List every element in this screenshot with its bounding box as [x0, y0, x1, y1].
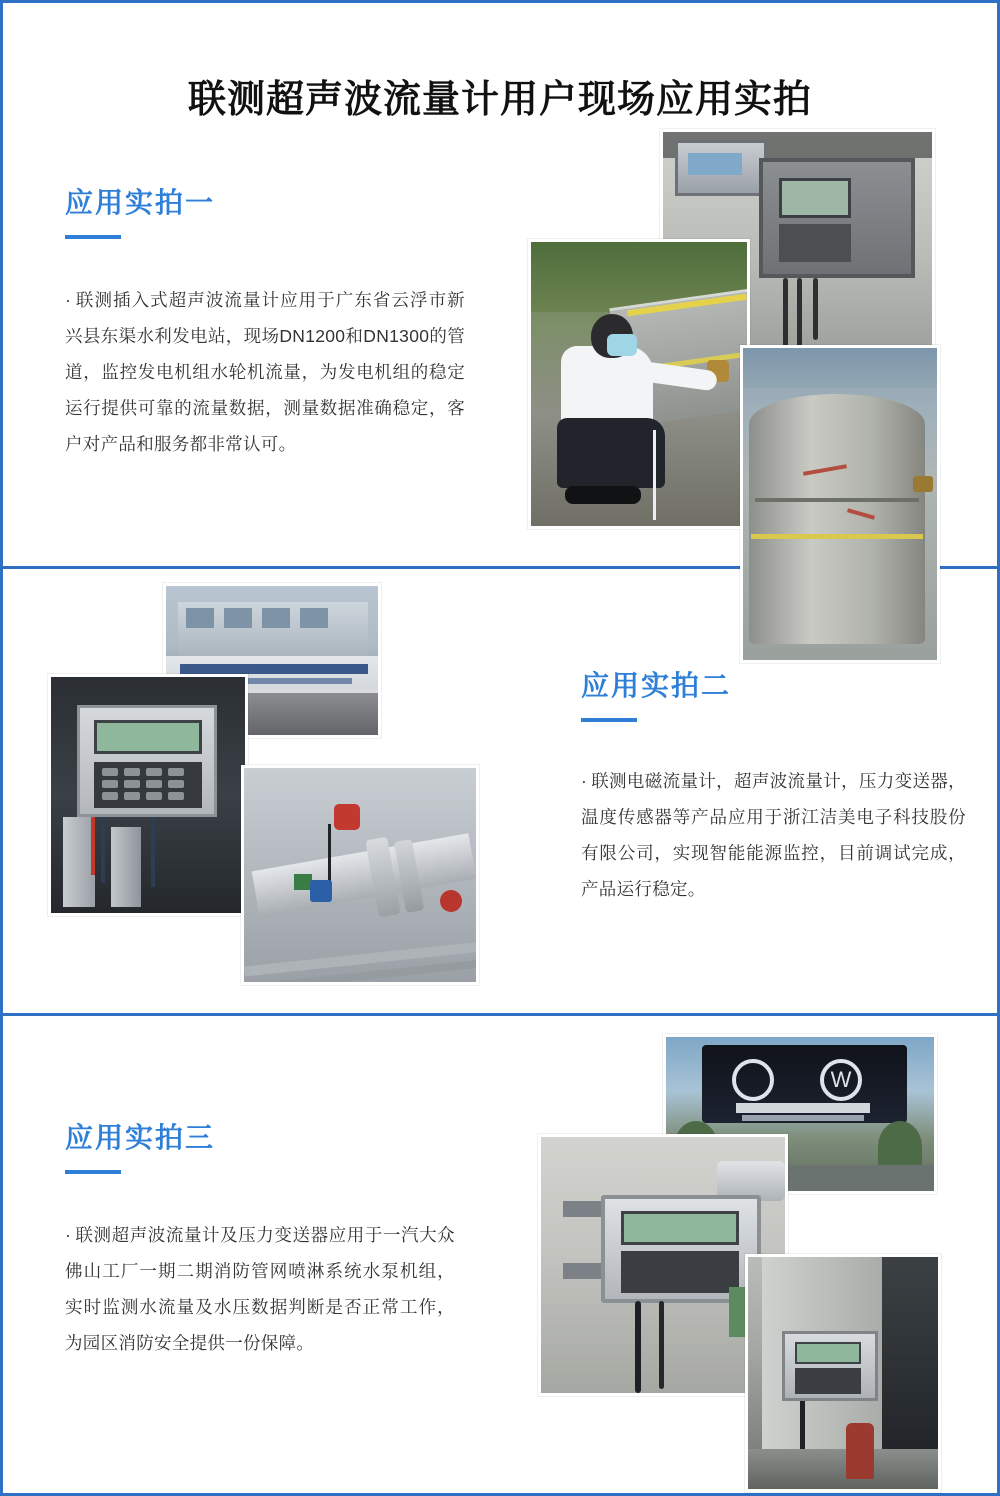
- section-one: [3, 123, 997, 566]
- section-three-bullet: ·: [65, 1225, 72, 1245]
- section-two-heading: 应用实拍二: [581, 670, 732, 701]
- photo-flow-computer-panel: [48, 674, 248, 916]
- section-one-bullet: ·: [65, 290, 72, 310]
- section-two: [3, 569, 997, 1013]
- section-two-body: [581, 764, 966, 908]
- section-three-text-block: [65, 1116, 455, 1362]
- section-two-bullet: ·: [581, 771, 588, 791]
- section-three-heading: 应用实拍三: [65, 1122, 216, 1153]
- section-one-body: [65, 283, 465, 462]
- photo-technician-installing-sensor: [528, 239, 750, 529]
- section-three-heading-underline: [65, 1170, 121, 1174]
- section-one-paragraph: 联测插入式超声波流量计应用于广东省云浮市新兴县东渠水利发电站，现场DN1200和DN1300的管道，监控发电机组水轮机流量，为发电机组的稳定运行提供可靠的流量数据，测量数据准确稳定，客户对产品和服务都非常认可。: [65, 290, 465, 454]
- section-three: [3, 1016, 997, 1496]
- section-two-text-block: [581, 664, 966, 908]
- photo-faw-volkswagen-sign: W: [663, 1034, 937, 1194]
- photo-pipeline-flange-valve: [241, 765, 479, 985]
- section-three-body: [65, 1218, 455, 1362]
- page-title: 联测超声波流量计用户现场应用实拍: [187, 79, 812, 122]
- photo-indoor-pump-room-meter: [745, 1254, 941, 1492]
- section-one-heading-underline: [65, 235, 121, 239]
- section-two-paragraph: 联测电磁流量计，超声波流量计，压力变送器，温度传感器等产品应用于浙江洁美电子科技股份有限公司，实现智能能源监控，目前调试完成，产品运行稳定。: [581, 771, 966, 899]
- section-one-heading: 应用实拍一: [65, 187, 216, 218]
- section-two-heading-underline: [581, 718, 637, 722]
- section-three-paragraph: 联测超声波流量计及压力变送器应用于一汽大众佛山工厂一期二期消防管网喷淋系统水泵机组，实时监测水流量及水压数据判断是否正常工作，为园区消防安全提供一份保障。: [65, 1225, 455, 1353]
- section-one-text-block: [65, 181, 465, 462]
